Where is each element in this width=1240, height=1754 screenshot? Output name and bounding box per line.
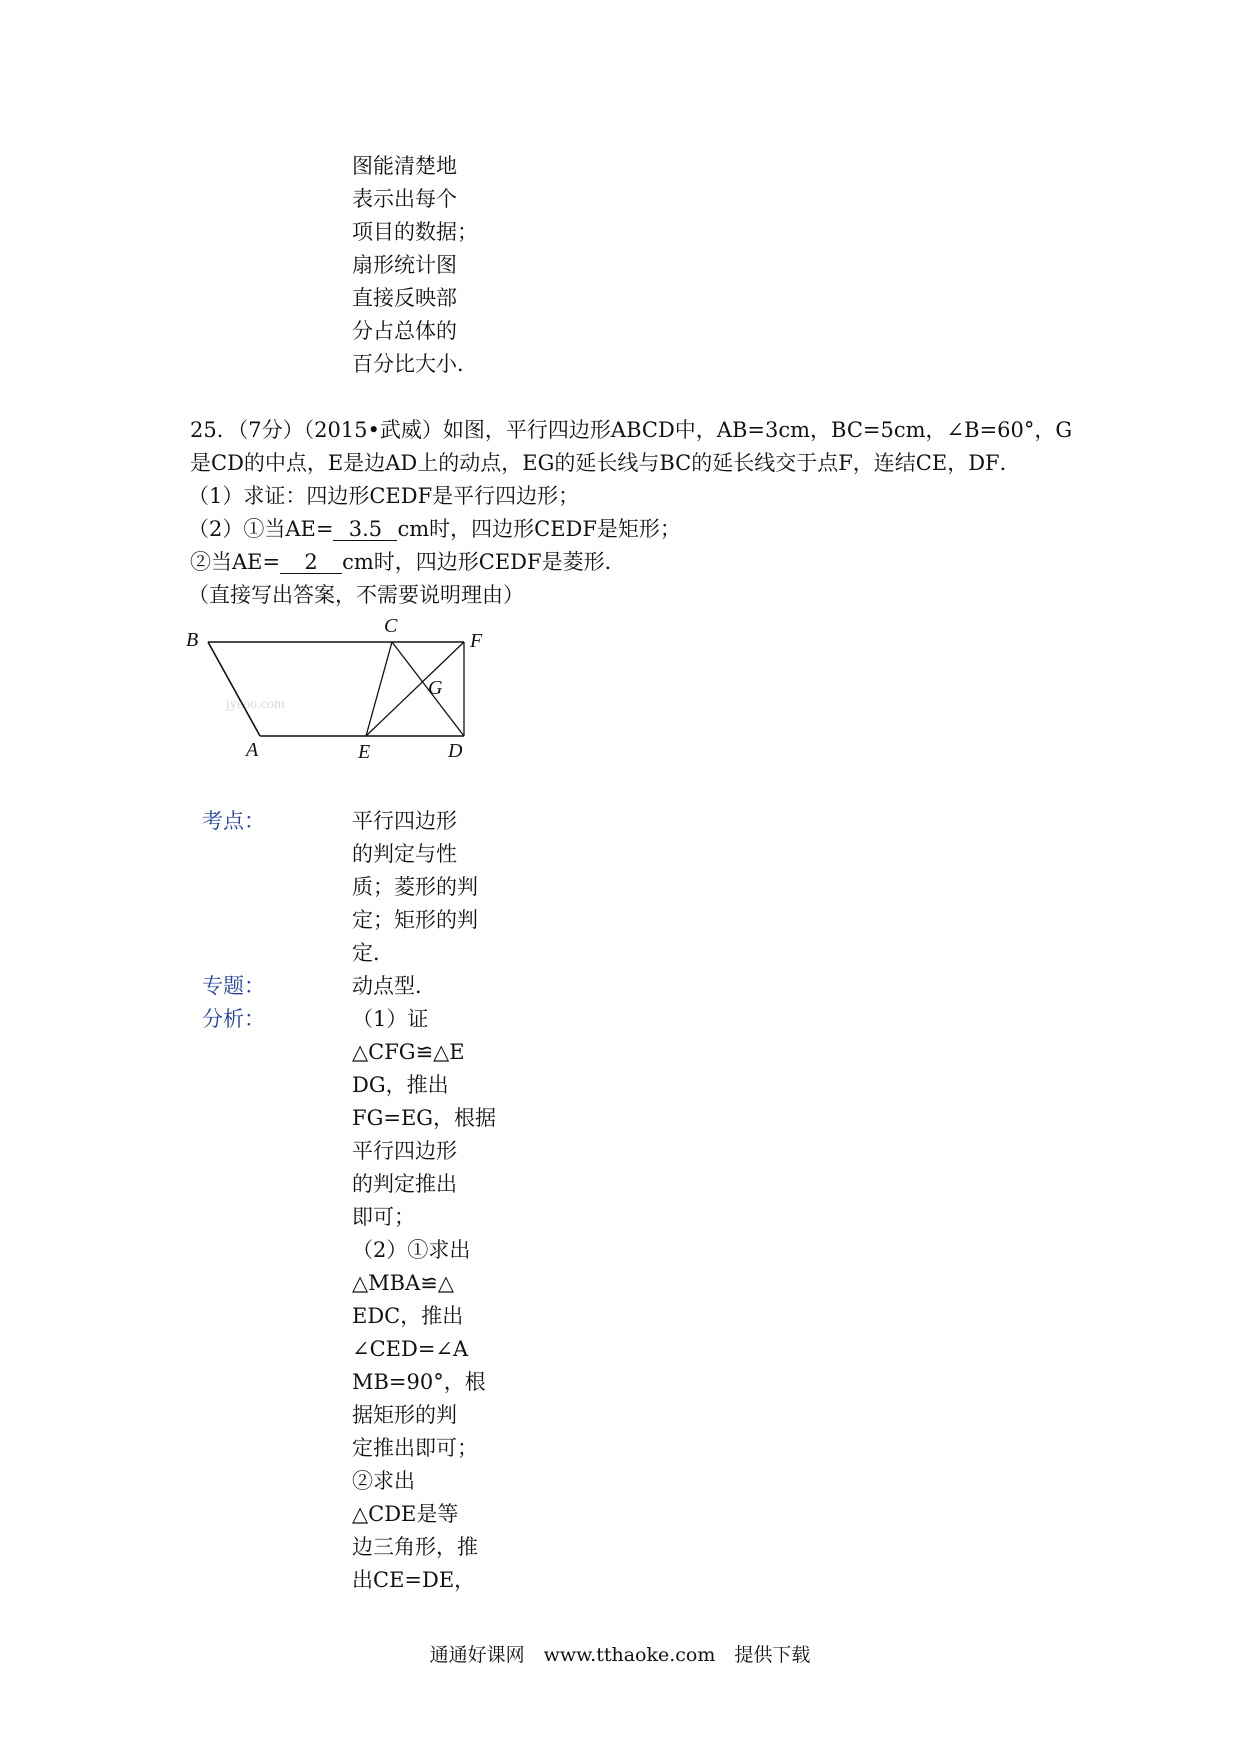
fenxi-line: 的判定推出 (352, 1172, 457, 1196)
label-G: G (428, 677, 443, 699)
fenxi-line: 边三角形，推 (352, 1535, 478, 1559)
fenxi-line: △MBA≌△ (352, 1271, 454, 1295)
fenxi-line: ②求出 (352, 1469, 415, 1493)
zhuanti-line: 动点型． (352, 974, 436, 998)
top-line: 分占总体的 (352, 319, 457, 343)
fenxi-content (352, 1003, 496, 1597)
fenxi-line: 出CE=DE， (352, 1568, 476, 1592)
top-line: 扇形统计图 (352, 253, 457, 277)
problem-line-6: （直接写出答案，不需要说明理由） (188, 583, 524, 607)
label-E: E (358, 741, 371, 762)
problem-line-3: （1）求证：四边形CEDF是平行四边形； (188, 484, 580, 508)
q2-2-suffix: cm时，四边形CEDF是菱形． (342, 550, 626, 574)
fenxi-line: MB=90°，根 (352, 1370, 486, 1394)
fenxi-label: 分析： (202, 1007, 265, 1031)
segment-CE (366, 642, 392, 736)
label-F: F (470, 630, 483, 652)
segment-BA (208, 642, 260, 736)
problem-line-1: 25．（7分）（2015•武威）如图，平行四边形ABCD中，AB=3cm，BC=5cm，∠B=60°，G (190, 418, 1073, 442)
fenxi-line: 定推出即可； (352, 1436, 478, 1460)
fenxi-line: （2）①求出 (352, 1238, 471, 1262)
problem-line-4 (188, 517, 681, 541)
fenxi-line: △CDE是等 (352, 1502, 459, 1526)
top-line: 图能清楚地 (352, 154, 457, 178)
fenxi-line: FG=EG，根据 (352, 1106, 497, 1130)
kaodian-line: 质；菱形的判 (352, 875, 478, 899)
top-line: 百分比大小． (352, 352, 478, 376)
q2-1-prefix: （2）①当AE= (188, 517, 334, 541)
kaodian-line: 平行四边形 (352, 809, 457, 833)
problem-line-5 (190, 550, 626, 574)
fenxi-line: 即可； (352, 1205, 415, 1229)
fenxi-line: △CFG≌△E (352, 1040, 465, 1064)
label-D: D (448, 740, 463, 762)
kaodian-line: 定． (352, 941, 394, 965)
fenxi-line: EDC，推出 (352, 1304, 464, 1328)
kaodian-line: 的判定与性 (352, 842, 457, 866)
zhuanti-content (352, 970, 436, 1003)
fenxi-line: 平行四边形 (352, 1139, 457, 1163)
fenxi-line: ∠CED=∠A (352, 1337, 469, 1361)
parallelogram-figure (180, 612, 510, 762)
zhuanti-label: 专题： (202, 974, 265, 998)
answer-blank-rectangle: 3.5 (333, 518, 397, 541)
top-line: 项目的数据； (352, 220, 478, 244)
kaodian-content (352, 805, 478, 970)
kaodian-line: 定；矩形的判 (352, 908, 478, 932)
label-B: B (186, 629, 199, 651)
kaodian-label: 考点： (202, 809, 265, 833)
problem-line-2: 是CD的中点，E是边AD上的动点，EG的延长线与BC的延长线交于点F，连结CE，DF． (190, 451, 1021, 475)
fenxi-line: （1）证 (352, 1007, 429, 1031)
label-C: C (384, 615, 398, 637)
figure-watermark: jyeoo.com (226, 697, 285, 712)
q2-2-prefix: ②当AE= (190, 550, 281, 574)
label-A: A (246, 739, 259, 761)
q2-1-suffix: cm时，四边形CEDF是矩形； (397, 517, 681, 541)
answer-blank-rhombus: 2 (280, 551, 342, 574)
segment-EF (366, 642, 464, 736)
fenxi-line: DG，推出 (352, 1073, 449, 1097)
page-footer: 通通好课网 www.tthaoke.com 提供下载 (429, 1644, 811, 1666)
fenxi-line: 据矩形的判 (352, 1403, 457, 1427)
top-answer-column (352, 150, 478, 381)
top-line: 直接反映部 (352, 286, 457, 310)
top-line: 表示出每个 (352, 187, 457, 211)
